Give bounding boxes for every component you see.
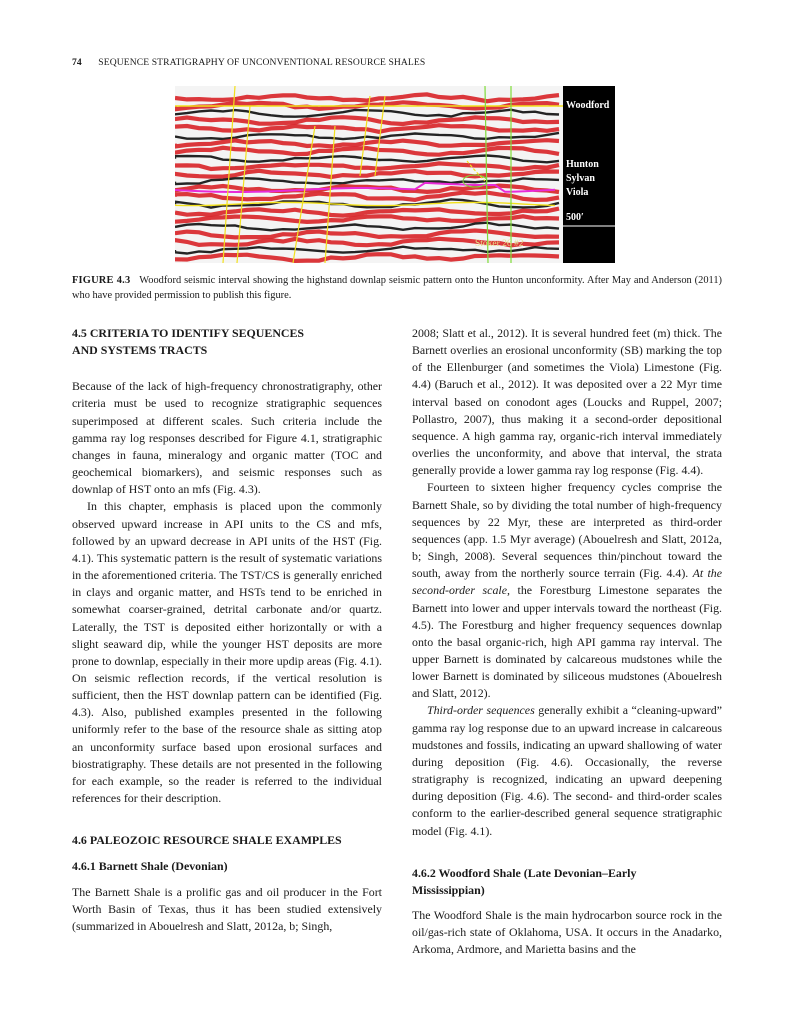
label-scale: 500′ [566, 212, 584, 223]
right-column [412, 325, 722, 958]
running-header [72, 57, 722, 68]
caption-text: Woodford seismic interval showing the highstand downlap seismic pattern onto the Hunton unconformity. After May and Anderson (2011) who have provided permission to publish this figure. [72, 275, 722, 301]
figure-caption [72, 273, 722, 303]
paragraph: In this chapter, emphasis is placed upon the commonly observed upward increase in API units to the CS and mfs, followed by an upward decrease in API units of the HST (Fig. 4.1). This systematic pattern is the result of systematic variations in the aforementioned criteria. The TST/CS is generally enriched in clays and organic matter, and HSTs tend to be enriched in somewhat coarser-grained, detrital carbonate and/or quartz. Laterally, the TST is deposited either horizontally or with a slight seaward dip, while the younger HST deposits are more prone to downlap, especially in their more updip areas (Fig. 4.1). On seismic reflection records, if the vertical resolution is sufficient, then the HST downlap pattern can be identified (Fig. 4.3). Also, published examples presented in the following uniformly refer to the base of the resource shale as sitting atop an unconformity surface based upon erosional surfaces and biostratigraphy. These details are not presented in the following for each example, so the reader is referred to the individual references for their description. [72, 499, 382, 806]
paragraph: Third-order sequences generally exhibit a “cleaning-upward” gamma ray log response due to an upward increase in calcareous mudstones and fossils, indicating an upward shallowing of water during deposition (Fig. 4.6). Occasionally, the reverse stratigraphy is recognized, indicating an upward deepening during deposition (Fig. 4.6). The second- and third-order scales conform to the earlier-described general sequence stratigraphic model (Fig. 4.1). [412, 703, 722, 838]
paragraph: The Barnett Shale is a prolific gas and oil producer in the Fort Worth Basin of Texas, thus it has been studied extensively (summarized in Abouelresh and Slatt, 2012a, b; Singh, [72, 884, 382, 933]
heading-section-4-5: 4.5 CRITERIA TO IDENTIFY SEQUENCES AND SYSTEMS TRACTS [72, 326, 305, 358]
figure-label: FIGURE 4.3 [72, 275, 131, 286]
label-viola: Viola [566, 187, 589, 198]
heading-section-4-6: 4.6 PALEOZOIC RESOURCE SHALE EXAMPLES [72, 833, 342, 848]
label-hunton: Hunton [566, 159, 599, 170]
heading-section-4-6-1: 4.6.1 Barnett Shale (Devonian) [72, 859, 228, 874]
running-title: SEQUENCE STRATIGRAPHY OF UNCONVENTIONAL RESOURCE SHALES [98, 57, 426, 68]
label-woodford: Woodford [566, 100, 610, 111]
seismic-section-image [175, 86, 615, 263]
label-sylvan: Sylvan [566, 173, 595, 184]
page-number: 74 [72, 57, 82, 68]
seismic-figure [175, 86, 615, 263]
heading-section-4-6-2: 4.6.2 Woodford Shale (Late Devonian–Early Mississippian) [412, 865, 637, 897]
paragraph: Fourteen to sixteen higher frequency cycles comprise the Barnett Shale, so by dividing the total number of high-frequency sequences by 22 Myr, these are interpreted as third-order sequences (app. 1.5 Myr average) (Abouelresh and Slatt, 2012a, b; Singh, 2008). Several sequences thin/pinchout toward the south, away from the northerly source terrain (Fig. 4.4). At the second-order scale, the Forestburg Limestone separates the Barnett into lower and upper intervals toward the northeast (Fig. 4.5). The Forestburg and higher frequency sequences downlap onto the basal organic-rich, high API gamma ray interval. The upper Barnett is dominated by calcareous mudstones while the lower Barnett is dominated by siliceous mudstones (Abouelresh and Slatt, 2012). [412, 480, 722, 701]
paragraph: The Woodford Shale is the main hydrocarbon source rock in the oil/gas-rich state of Oklahoma, USA. It occurs in the Anadarko, Arkoma, Ardmore, and Marietta basins and the [412, 908, 722, 957]
paragraph: 2008; Slatt et al., 2012). It is several hundred feet (m) thick. The Barnett overlies an erosional unconformity (SB) marking the top of the Ellenburger (and sometimes the Viola) Limestone (Fig. 4.4) (Baruch et al., 2012). It was deposited over a 22 Myr time interval based on conodont ages (Loucks and Ruppel, 2007; Pollastro, 2007), thus making it a second-order depositional sequence. A high gamma ray, organic-rich interval immediately overlies the unconformity, and above that interval, the strata generally provide a lower gamma ray log response (Fig. 4.4). [412, 326, 722, 478]
label-well: Stoker 26 #2 [475, 239, 524, 249]
paragraph: Because of the lack of high-frequency chronostratigraphy, other criteria must be used to recognize stratigraphic sequences superimposed at different scales. Such criteria include the gamma ray log responses described for Figure 4.1, stratigraphic changes in fauna, mineralogy and organic matter (TOC and geochemical biomarkers), and seismic responses such as downlap of HST onto an mfs (Fig. 4.3). [72, 379, 382, 497]
left-column [72, 325, 382, 935]
